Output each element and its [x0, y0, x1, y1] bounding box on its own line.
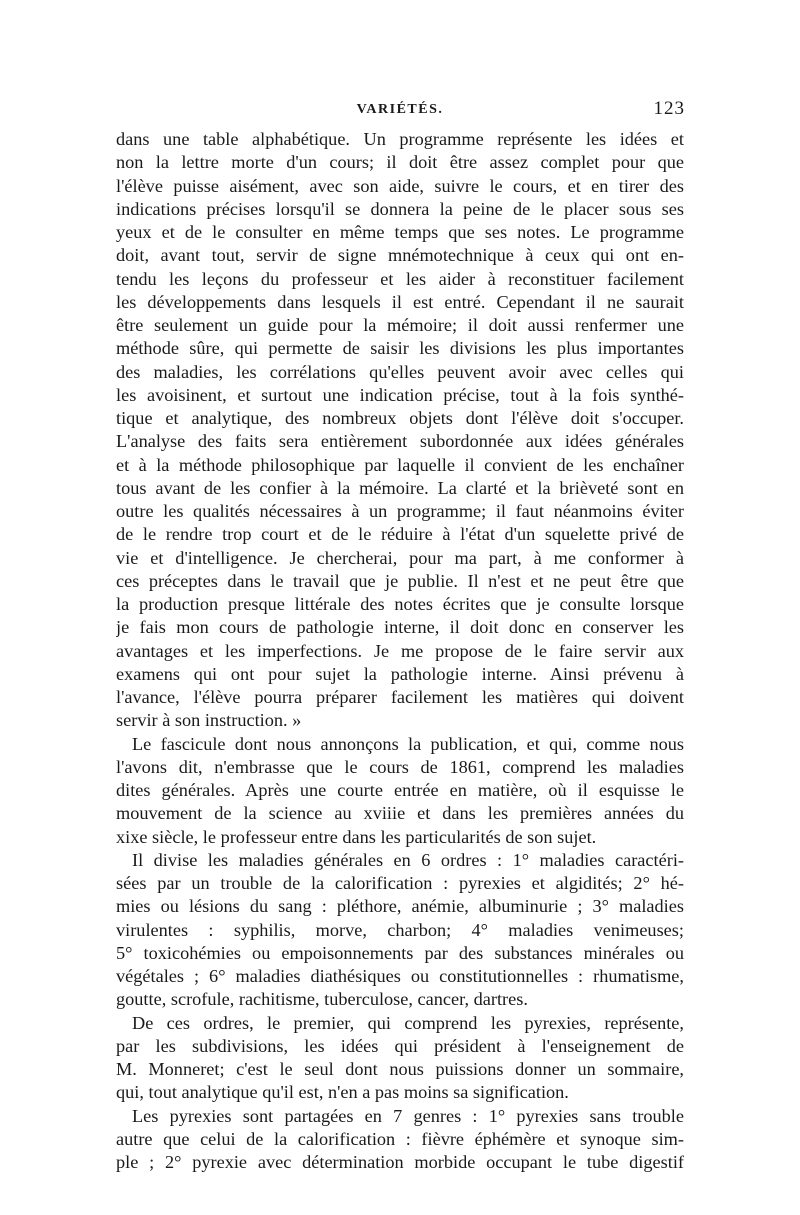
text-line: méthode sûre, qui permette de saisir les divisions les plus importantes	[116, 338, 684, 359]
text-line: et à la méthode philosophique par laquelle il convient de les enchaîner	[116, 454, 684, 475]
text-line: qui, tout analytique qu'il est, n'en a pas moins sa signification.	[116, 1082, 569, 1103]
text-line: ces préceptes dans le travail que je publie. Il n'est et ne peut être que	[116, 570, 684, 591]
text-line: servir à son instruction. »	[116, 710, 302, 731]
text-line: dans une table alphabétique. Un programme représente les idées et	[116, 129, 684, 149]
text-line: dites générales. Après une courte entrée en matière, où il esquisse le	[116, 780, 684, 800]
text-line: doit, avant tout, servir de signe mnémotechnique à ceux qui ont en-	[116, 245, 684, 266]
text-line: les avoisinent, et surtout une indication précise, tout à la fois synthé-	[116, 384, 684, 405]
running-head: VARIÉTÉS.	[356, 102, 444, 117]
text-line: sées par un trouble de la calorification : pyrexies et algidités; 2° hé-	[116, 873, 684, 893]
text-line: tendu les leçons du professeur et les aider à reconstituer facilement	[116, 268, 684, 289]
text-line: outre les qualités nécessaires à un programme; il faut néanmoins éviter	[116, 501, 684, 521]
text-line: je fais mon cours de pathologie interne, il doit donc en conserver les	[116, 617, 684, 638]
text-line: Le fascicule dont nous annonçons la publication, et qui, comme nous	[132, 733, 684, 754]
page-number: 123	[653, 98, 685, 119]
text-line: autre que celui de la calorification : fièvre éphémère et synoque sim-	[116, 1128, 684, 1149]
text-line: tique et analytique, des nombreux objets dont l'élève doit s'occuper.	[116, 408, 684, 428]
text-line: De ces ordres, le premier, qui comprend les pyrexies, représente,	[132, 1012, 684, 1033]
text-line: de le rendre trop court et de le réduire à l'état d'un squelette privé de	[116, 524, 684, 545]
text-line: 5° toxicohémies ou empoisonnements par des substances minérales ou	[116, 942, 684, 963]
body-text	[116, 128, 684, 1174]
text-line: l'avance, l'élève pourra préparer facilement les matières qui doivent	[116, 687, 684, 707]
page-header	[115, 94, 685, 124]
text-line: la production presque littérale des notes écrites que je consulte lorsque	[116, 594, 684, 614]
text-line: l'avons dit, n'embrasse que le cours de 1861, comprend les maladies	[116, 756, 684, 777]
text-line: les développements dans lesquels il est entré. Cependant il ne saurait	[116, 291, 684, 312]
text-line: xixe siècle, le professeur entre dans les particularités de son sujet.	[116, 826, 597, 847]
text-line: examens qui ont pour sujet la pathologie interne. Ainsi prévenu à	[116, 663, 684, 684]
text-line: virulentes : syphilis, morve, charbon; 4° maladies venimeuses;	[116, 919, 684, 940]
text-line: Les pyrexies sont partagées en 7 genres : 1° pyrexies sans trouble	[132, 1105, 684, 1126]
text-line: Il divise les maladies générales en 6 ordres : 1° maladies caractéri-	[132, 849, 684, 870]
text-line: vie et d'intelligence. Je chercherai, pour ma part, à me conformer à	[116, 547, 684, 568]
text-line: indications précises lorsqu'il se donnera la peine de le placer sous ses	[116, 198, 684, 219]
text-line: végétales ; 6° maladies diathésiques ou constitutionnelles : rhumatisme,	[116, 966, 684, 986]
text-line: l'élève puisse aisément, avec son aide, suivre le cours, et en tirer des	[116, 175, 684, 196]
text-line: mouvement de la science au xviiie et dans les premières années du	[116, 803, 684, 824]
text-line: yeux et de le consulter en même temps que ses notes. Le programme	[116, 222, 684, 242]
text-line: L'analyse des faits sera entièrement subordonnée aux idées générales	[116, 431, 684, 452]
text-line: ple ; 2° pyrexie avec détermination morbide occupant le tube digestif	[116, 1152, 684, 1172]
text-line: goutte, scrofule, rachitisme, tuberculose, cancer, dartres.	[116, 989, 528, 1010]
text-line: avantages et les imperfections. Je me propose de le faire servir aux	[116, 640, 684, 661]
text-line: par les subdivisions, les idées qui président à l'enseignement de	[116, 1035, 684, 1056]
text-line: des maladies, les corrélations qu'elles peuvent avoir avec celles qui	[116, 361, 684, 382]
text-line: non la lettre morte d'un cours; il doit être assez complet pour que	[116, 152, 684, 173]
text-line: tous avant de les confier à la mémoire. La clarté et la brièveté sont en	[116, 477, 684, 498]
text-line: M. Monneret; c'est le seul dont nous puissions donner un sommaire,	[116, 1059, 684, 1079]
text-line: mies ou lésions du sang : pléthore, anémie, albuminurie ; 3° maladies	[116, 896, 684, 917]
text-line: être seulement un guide pour la mémoire; il doit aussi renfermer une	[116, 315, 684, 335]
